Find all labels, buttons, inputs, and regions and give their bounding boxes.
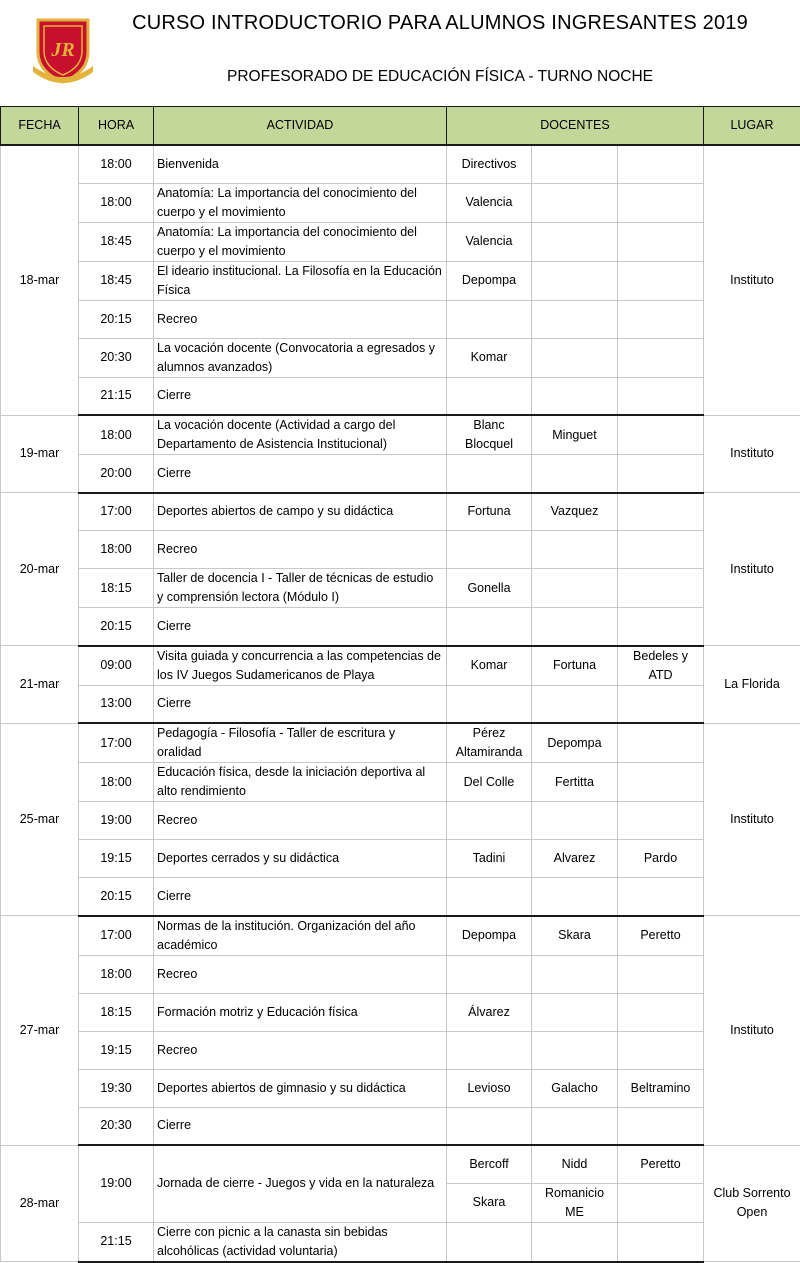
time-cell: 18:00 bbox=[79, 183, 154, 222]
location-cell: Club Sorrento Open bbox=[704, 1145, 800, 1262]
teacher-cell bbox=[618, 493, 704, 531]
teacher-cell: Minguet bbox=[532, 415, 618, 455]
teacher-cell: Fortuna bbox=[532, 646, 618, 686]
teacher-cell bbox=[532, 1222, 618, 1262]
teacher-cell bbox=[618, 993, 704, 1031]
table-row bbox=[1, 300, 800, 338]
activity-cell: Anatomía: La importancia del conocimiento del cuerpo y el movimiento bbox=[154, 183, 447, 222]
location-cell: Instituto bbox=[704, 723, 800, 916]
teacher-cell: Tadini bbox=[447, 840, 532, 878]
table-row bbox=[1, 763, 800, 802]
teacher-cell bbox=[532, 261, 618, 300]
date-cell: 18-mar bbox=[1, 145, 79, 415]
time-cell: 18:00 bbox=[79, 415, 154, 455]
table-row bbox=[1, 1145, 800, 1183]
table-row bbox=[1, 723, 800, 763]
activity-cell: Deportes cerrados y su didáctica bbox=[154, 840, 447, 878]
teacher-cell: Valencia bbox=[447, 222, 532, 261]
activity-cell: El ideario institucional. La Filosofía en la Educación Física bbox=[154, 261, 447, 300]
teacher-cell bbox=[618, 1222, 704, 1262]
teacher-cell bbox=[532, 222, 618, 261]
teacher-cell: Depompa bbox=[532, 723, 618, 763]
time-cell: 20:15 bbox=[79, 300, 154, 338]
teacher-cell bbox=[618, 145, 704, 183]
teacher-cell bbox=[532, 569, 618, 608]
teacher-cell: Bercoff bbox=[447, 1145, 532, 1183]
activity-cell: Normas de la institución. Organización del año académico bbox=[154, 916, 447, 956]
teacher-cell bbox=[618, 183, 704, 222]
teacher-cell bbox=[618, 1183, 704, 1222]
teacher-cell: Peretto bbox=[618, 916, 704, 956]
activity-cell: La vocación docente (Actividad a cargo del Departamento de Asistencia Institucional) bbox=[154, 415, 447, 455]
teacher-cell: Pérez Altamiranda bbox=[447, 723, 532, 763]
teacher-cell bbox=[618, 955, 704, 993]
header-row bbox=[1, 107, 800, 146]
table-row bbox=[1, 1069, 800, 1107]
school-crest-logo bbox=[30, 14, 96, 86]
table-row bbox=[1, 878, 800, 916]
teacher-cell: Romanicio ME bbox=[532, 1183, 618, 1222]
date-cell: 20-mar bbox=[1, 493, 79, 646]
teacher-cell: Pardo bbox=[618, 840, 704, 878]
time-cell: 20:15 bbox=[79, 878, 154, 916]
time-cell: 19:30 bbox=[79, 1069, 154, 1107]
teacher-cell bbox=[618, 415, 704, 455]
teacher-cell bbox=[618, 802, 704, 840]
time-cell: 18:00 bbox=[79, 531, 154, 569]
teacher-cell: Skara bbox=[532, 916, 618, 956]
teacher-cell bbox=[447, 802, 532, 840]
teacher-cell bbox=[532, 531, 618, 569]
location-cell: Instituto bbox=[704, 145, 800, 415]
teacher-cell bbox=[532, 993, 618, 1031]
teacher-cell: Komar bbox=[447, 338, 532, 377]
teacher-cell bbox=[618, 222, 704, 261]
time-cell: 19:15 bbox=[79, 1031, 154, 1069]
teacher-cell: Depompa bbox=[447, 916, 532, 956]
time-cell: 20:30 bbox=[79, 338, 154, 377]
schedule-table bbox=[0, 106, 800, 1263]
table-row bbox=[1, 1107, 800, 1145]
time-cell: 13:00 bbox=[79, 685, 154, 723]
teacher-cell bbox=[447, 377, 532, 415]
teacher-cell: Álvarez bbox=[447, 993, 532, 1031]
teacher-cell: Valencia bbox=[447, 183, 532, 222]
activity-cell: Cierre con picnic a la canasta sin bebidas alcohólicas (actividad voluntaria) bbox=[154, 1222, 447, 1262]
activity-cell: Pedagogía - Filosofía - Taller de escritura y oralidad bbox=[154, 723, 447, 763]
column-header-fecha: FECHA bbox=[1, 107, 79, 146]
teacher-cell bbox=[532, 455, 618, 493]
time-cell: 18:45 bbox=[79, 222, 154, 261]
time-cell: 18:15 bbox=[79, 569, 154, 608]
table-row bbox=[1, 145, 800, 183]
teacher-cell bbox=[447, 955, 532, 993]
crest-monogram: JR bbox=[50, 39, 74, 61]
teacher-cell bbox=[532, 685, 618, 723]
column-header-lugar: LUGAR bbox=[704, 107, 800, 146]
teacher-cell bbox=[447, 300, 532, 338]
table-row bbox=[1, 531, 800, 569]
time-cell: 18:00 bbox=[79, 955, 154, 993]
teacher-cell bbox=[618, 377, 704, 415]
teacher-cell bbox=[532, 377, 618, 415]
time-cell: 18:00 bbox=[79, 145, 154, 183]
location-cell: La Florida bbox=[704, 646, 800, 724]
table-row bbox=[1, 261, 800, 300]
teacher-cell bbox=[447, 531, 532, 569]
teacher-cell: Directivos bbox=[447, 145, 532, 183]
column-header-docentes: DOCENTES bbox=[447, 107, 704, 146]
activity-cell: Cierre bbox=[154, 608, 447, 646]
activity-cell: Cierre bbox=[154, 1107, 447, 1145]
teacher-cell bbox=[618, 608, 704, 646]
table-row bbox=[1, 802, 800, 840]
teacher-cell: Beltramino bbox=[618, 1069, 704, 1107]
time-cell: 18:45 bbox=[79, 261, 154, 300]
teacher-cell bbox=[618, 338, 704, 377]
teacher-cell: Fortuna bbox=[447, 493, 532, 531]
teacher-cell bbox=[447, 608, 532, 646]
page-subtitle: PROFESORADO DE EDUCACIÓN FÍSICA - TURNO NOCHE bbox=[120, 68, 760, 86]
teacher-cell bbox=[618, 300, 704, 338]
activity-cell: Visita guiada y concurrencia a las competencias de los IV Juegos Sudamericanos de Playa bbox=[154, 646, 447, 686]
teacher-cell: Peretto bbox=[618, 1145, 704, 1183]
table-row bbox=[1, 685, 800, 723]
activity-cell: Educación física, desde la iniciación deportiva al alto rendimiento bbox=[154, 763, 447, 802]
table-row bbox=[1, 955, 800, 993]
activity-cell: Cierre bbox=[154, 878, 447, 916]
time-cell: 17:00 bbox=[79, 493, 154, 531]
teacher-cell: Gonella bbox=[447, 569, 532, 608]
teacher-cell bbox=[532, 955, 618, 993]
teacher-cell bbox=[532, 1107, 618, 1145]
activity-cell: Formación motriz y Educación física bbox=[154, 993, 447, 1031]
teacher-cell bbox=[618, 1031, 704, 1069]
teacher-cell bbox=[532, 145, 618, 183]
teacher-cell: Nidd bbox=[532, 1145, 618, 1183]
teacher-cell bbox=[618, 455, 704, 493]
location-cell: Instituto bbox=[704, 493, 800, 646]
activity-cell: Deportes abiertos de campo y su didáctica bbox=[154, 493, 447, 531]
teacher-cell bbox=[447, 455, 532, 493]
teacher-cell bbox=[618, 723, 704, 763]
teacher-cell: Vazquez bbox=[532, 493, 618, 531]
table-row bbox=[1, 493, 800, 531]
teacher-cell bbox=[532, 183, 618, 222]
teacher-cell bbox=[447, 1222, 532, 1262]
table-row bbox=[1, 916, 800, 956]
teacher-cell bbox=[618, 878, 704, 916]
teacher-cell: Alvarez bbox=[532, 840, 618, 878]
table-row bbox=[1, 183, 800, 222]
time-cell: 18:00 bbox=[79, 763, 154, 802]
activity-cell: Recreo bbox=[154, 300, 447, 338]
date-cell: 27-mar bbox=[1, 916, 79, 1146]
date-cell: 28-mar bbox=[1, 1145, 79, 1262]
table-row bbox=[1, 377, 800, 415]
activity-cell: La vocación docente (Convocatoria a egresados y alumnos avanzados) bbox=[154, 338, 447, 377]
teacher-cell bbox=[532, 878, 618, 916]
teacher-cell bbox=[618, 261, 704, 300]
table-row bbox=[1, 455, 800, 493]
teacher-cell: Komar bbox=[447, 646, 532, 686]
teacher-cell: Galacho bbox=[532, 1069, 618, 1107]
teacher-cell bbox=[447, 1031, 532, 1069]
activity-cell: Jornada de cierre - Juegos y vida en la naturaleza bbox=[154, 1145, 447, 1222]
table-row bbox=[1, 646, 800, 686]
activity-cell: Cierre bbox=[154, 377, 447, 415]
time-cell: 21:15 bbox=[79, 1222, 154, 1262]
activity-cell: Bienvenida bbox=[154, 145, 447, 183]
teacher-cell bbox=[618, 569, 704, 608]
column-header-hora: HORA bbox=[79, 107, 154, 146]
teacher-cell: Del Colle bbox=[447, 763, 532, 802]
teacher-cell bbox=[447, 878, 532, 916]
location-cell: Instituto bbox=[704, 916, 800, 1146]
time-cell: 19:15 bbox=[79, 840, 154, 878]
table-row bbox=[1, 1031, 800, 1069]
activity-cell: Anatomía: La importancia del conocimiento del cuerpo y el movimiento bbox=[154, 222, 447, 261]
teacher-cell: Depompa bbox=[447, 261, 532, 300]
activity-cell: Cierre bbox=[154, 685, 447, 723]
activity-cell: Recreo bbox=[154, 1031, 447, 1069]
time-cell: 19:00 bbox=[79, 802, 154, 840]
time-cell: 21:15 bbox=[79, 377, 154, 415]
time-cell: 09:00 bbox=[79, 646, 154, 686]
teacher-cell: Fertitta bbox=[532, 763, 618, 802]
activity-cell: Deportes abiertos de gimnasio y su didáctica bbox=[154, 1069, 447, 1107]
teacher-cell: Blanc Blocquel bbox=[447, 415, 532, 455]
table-row bbox=[1, 608, 800, 646]
table-row bbox=[1, 222, 800, 261]
time-cell: 20:00 bbox=[79, 455, 154, 493]
activity-cell: Cierre bbox=[154, 455, 447, 493]
teacher-cell bbox=[532, 1031, 618, 1069]
date-cell: 25-mar bbox=[1, 723, 79, 916]
time-cell: 20:15 bbox=[79, 608, 154, 646]
teacher-cell bbox=[532, 802, 618, 840]
teacher-cell bbox=[618, 531, 704, 569]
teacher-cell bbox=[618, 1107, 704, 1145]
teacher-cell bbox=[618, 685, 704, 723]
time-cell: 18:15 bbox=[79, 993, 154, 1031]
teacher-cell bbox=[532, 300, 618, 338]
table-row bbox=[1, 338, 800, 377]
teacher-cell bbox=[447, 1107, 532, 1145]
column-header-actividad: ACTIVIDAD bbox=[154, 107, 447, 146]
time-cell: 17:00 bbox=[79, 723, 154, 763]
table-row bbox=[1, 569, 800, 608]
teacher-cell: Levioso bbox=[447, 1069, 532, 1107]
activity-cell: Recreo bbox=[154, 955, 447, 993]
date-cell: 19-mar bbox=[1, 415, 79, 493]
activity-cell: Recreo bbox=[154, 531, 447, 569]
activity-cell: Taller de docencia I - Taller de técnicas de estudio y comprensión lectora (Módulo I) bbox=[154, 569, 447, 608]
time-cell: 19:00 bbox=[79, 1145, 154, 1222]
page-title: CURSO INTRODUCTORIO PARA ALUMNOS INGRESANTES 2019 bbox=[120, 12, 760, 35]
table-row bbox=[1, 415, 800, 455]
teacher-cell bbox=[447, 685, 532, 723]
activity-cell: Recreo bbox=[154, 802, 447, 840]
teacher-cell: Bedeles y ATD bbox=[618, 646, 704, 686]
teacher-cell bbox=[532, 338, 618, 377]
teacher-cell bbox=[618, 763, 704, 802]
date-cell: 21-mar bbox=[1, 646, 79, 724]
time-cell: 17:00 bbox=[79, 916, 154, 956]
time-cell: 20:30 bbox=[79, 1107, 154, 1145]
location-cell: Instituto bbox=[704, 415, 800, 493]
teacher-cell bbox=[532, 608, 618, 646]
table-row bbox=[1, 993, 800, 1031]
teacher-cell: Skara bbox=[447, 1183, 532, 1222]
table-row bbox=[1, 1222, 800, 1262]
page-header bbox=[0, 0, 800, 106]
table-row bbox=[1, 840, 800, 878]
